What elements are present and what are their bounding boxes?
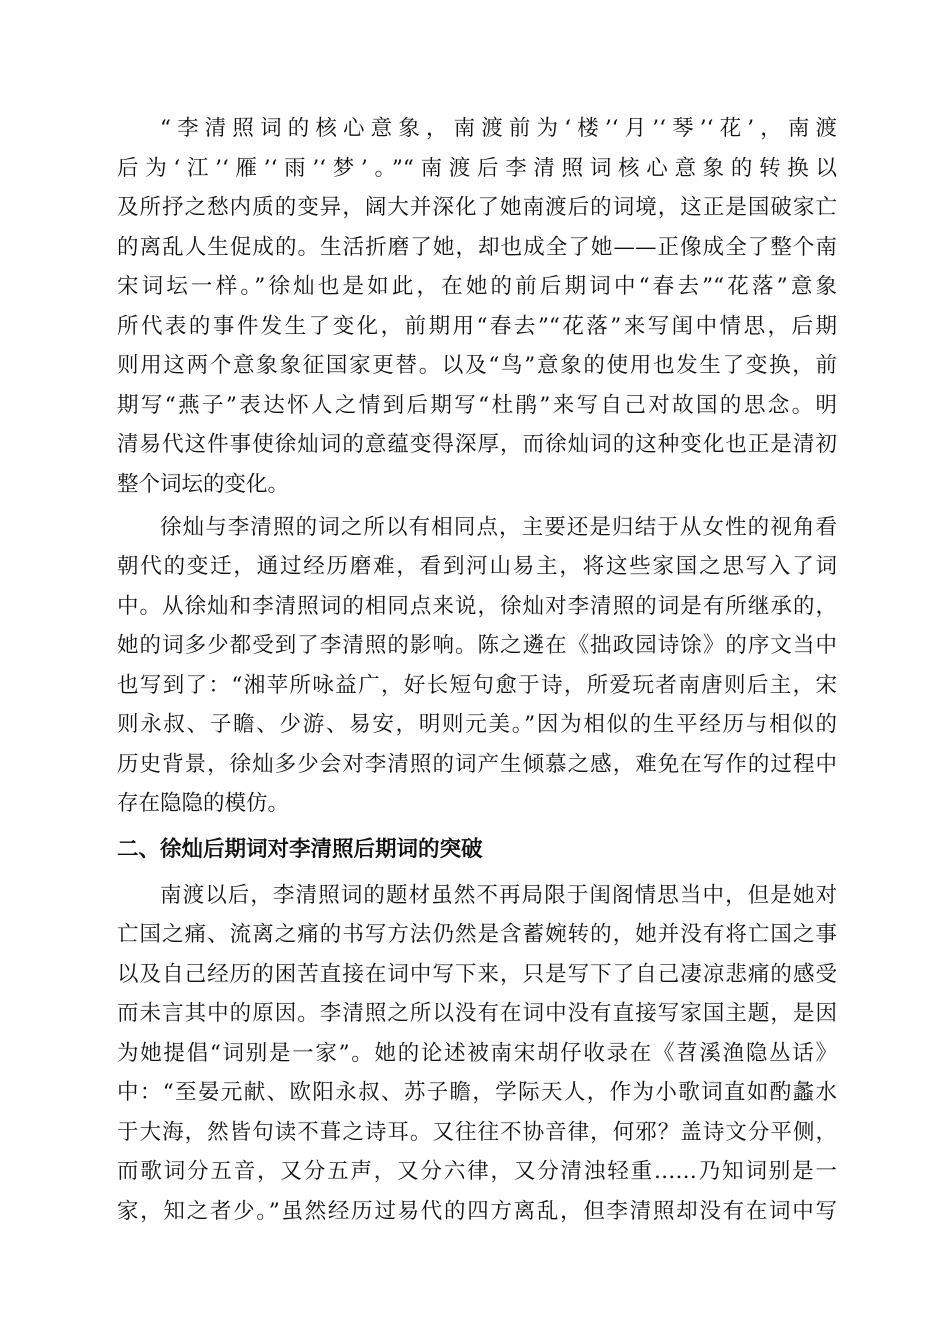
text-line: 也写到了：“湘苹所咏益广，好长短句愈于诗，所爱玩者南唐则后主，宋	[117, 673, 837, 698]
text-line: 徐灿与李清照的词之所以有相同点，主要还是归结于从女性的视角看	[160, 515, 837, 540]
text-line: 朝代的变迁，通过经历磨难，看到河山易主，将这些家国之思写入了词	[117, 554, 837, 579]
text-line: 整个词坛的变化。	[117, 472, 290, 497]
text-line: 及所抒之愁内质的变异，阔大并深化了她南渡后的词境，这正是国破家亡	[117, 195, 837, 220]
text-line: 中。从徐灿和李清照词的相同点来说，徐灿对李清照的词是有所继承的，	[117, 594, 837, 619]
section-heading: 二、徐灿后期词对李清照后期词的突破	[117, 837, 483, 862]
text-line: 南渡以后，李清照词的题材虽然不再局限于闺阁情思当中，但是她对	[160, 883, 837, 908]
text-line: 家，知之者少。”虽然经历过易代的四方离乱，但李清照却没有在词中写	[117, 1199, 837, 1224]
text-line: 存在隐隐的模仿。	[117, 791, 290, 816]
text-line: 于大海，然皆句读不葺之诗耳。又往往不协音律，何邪？盖诗文分平侧，	[117, 1120, 837, 1145]
text-line: 她的词多少都受到了李清照的影响。陈之遴在《拙政园诗馀》的序文当中	[117, 633, 837, 658]
text-line: 而歌词分五音，又分五声，又分六律，又分清浊轻重……乃知词别是一	[117, 1159, 837, 1184]
text-line: 以及自己经历的困苦直接在词中写下来，只是写下了自己凄凉悲痛的感受	[117, 962, 837, 987]
text-line: 宋词坛一样。”徐灿也是如此，在她的前后期词中“春去”“花落”意象	[117, 274, 837, 299]
text-line: 清易代这件事使徐灿词的意蕴变得深厚，而徐灿词的这种变化也正是清初	[117, 432, 837, 457]
text-line: 期写“燕子”表达怀人之情到后期写“杜鹃”来写自己对故国的思念。明	[117, 393, 837, 418]
text-line: 为她提倡“词别是一家”。她的论述被南宋胡仔收录在《苕溪渔隐丛话》	[117, 1041, 837, 1066]
text-line: 后为‘江’‘雁’‘雨’‘梦’。”“南渡后李清照词核心意象的转换以	[117, 156, 837, 181]
text-line: 则用这两个意象象征国家更替。以及“鸟”意象的使用也发生了变换，前	[117, 353, 837, 378]
text-line: 中：“至晏元献、欧阳永叔、苏子瞻，学际天人，作为小歌词直如酌蠡水	[117, 1080, 837, 1105]
text-line: “李清照词的核心意象，南渡前为‘楼’‘月’‘琴’‘花’，南渡	[160, 116, 837, 141]
text-line: 亡国之痛、流离之痛的书写方法仍然是含蓄婉转的，她并没有将亡国之事	[117, 922, 837, 947]
text-line: 而未言其中的原因。李清照之所以没有在词中没有直接写家国主题，是因	[117, 1001, 837, 1026]
text-line: 所代表的事件发生了变化，前期用“春去”“花落”来写闺中情思，后期	[117, 314, 837, 339]
text-line: 的离乱人生促成的。生活折磨了她，却也成全了她——正像成全了整个南	[117, 235, 837, 260]
text-line: 则永叔、子瞻、少游、易安，明则元美。”因为相似的生平经历与相似的	[117, 712, 837, 737]
text-line: 历史背景，徐灿多少会对李清照的词产生倾慕之感，难免在写作的过程中	[117, 752, 837, 777]
